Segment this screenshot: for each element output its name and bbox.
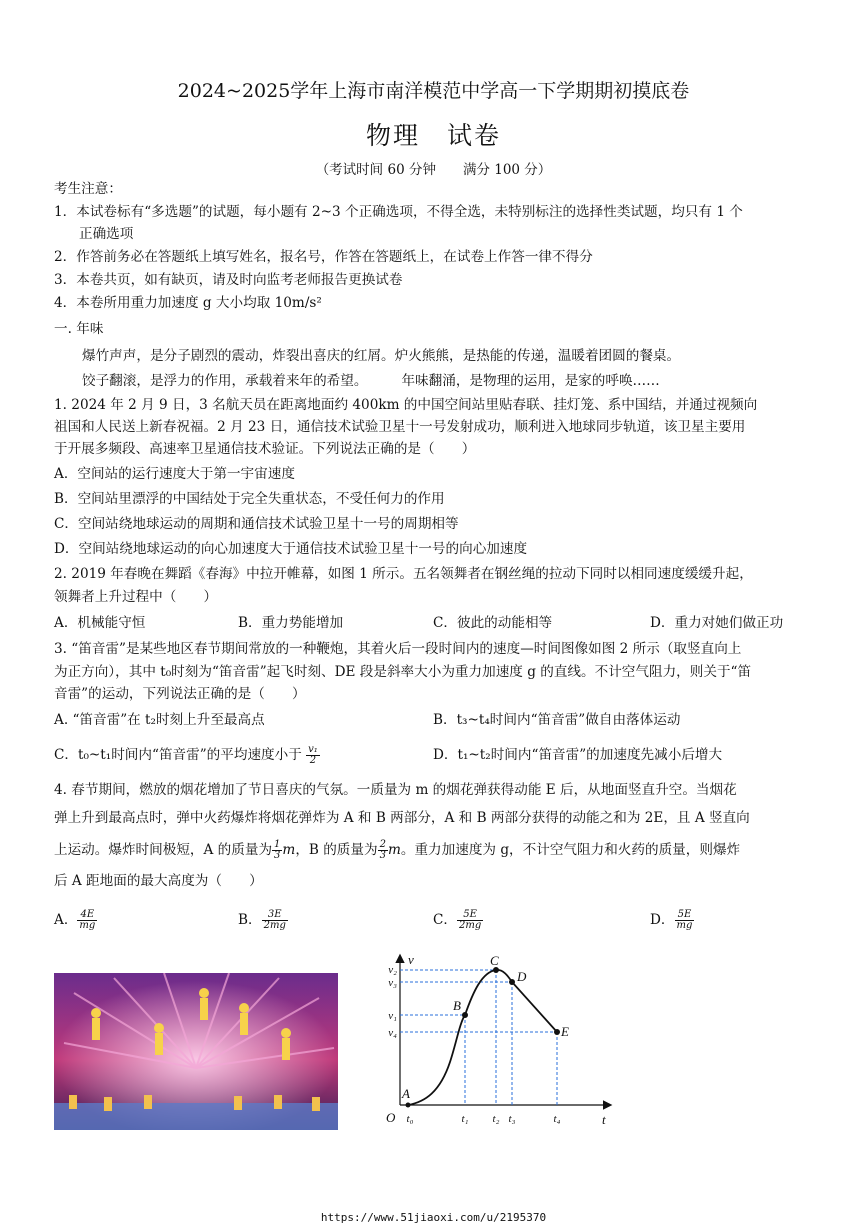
poem-line: 饺子翻滚，是浮力的作用，承载着来年的希望。 年味翻涌，是物理的运用，是家的呼唤……: [82, 373, 660, 389]
fraction-numerator: 4E: [77, 910, 97, 921]
option-label: D．: [650, 912, 675, 928]
y-tick-label: v₃: [388, 977, 397, 989]
notice-item: 正确选项: [79, 226, 134, 242]
fraction-denominator: mg: [79, 920, 96, 931]
q2-option-a: A．机械能守恒: [54, 615, 146, 631]
poem-line: 爆竹声声，是分子剧烈的震动，炸裂出喜庆的红屑。炉火熊熊，是热能的传递，温暖着团圆的餐桌。: [82, 348, 681, 364]
point-d: [509, 979, 515, 985]
y-tick-label: v₄: [388, 1027, 397, 1039]
point-b: [462, 1012, 468, 1018]
notice-item: 4．本卷所用重力加速度 g 大小均取 10m/s²: [54, 295, 322, 311]
option-label: A．: [54, 912, 78, 928]
x-tick-label: t₃: [508, 1113, 516, 1125]
q4-option-d: [650, 910, 694, 931]
fraction-denominator: mg: [676, 920, 693, 931]
exam-title: 2024~2025学年上海市南洋模范中学高一下学期期初摸底卷: [177, 80, 690, 102]
fraction-numerator: 3E: [262, 910, 288, 921]
q2-stem: 2. 2019 年春晚在舞蹈《春海》中拉开帷幕，如图 1 所示。五名领舞者在钢丝绳的拉动下同时以相同速度缓缓升起，: [54, 566, 753, 582]
section-heading: 一. 年味: [54, 321, 104, 337]
fraction: [77, 910, 97, 931]
q4-stem: 弹上升到最高点时，弹中火药爆炸将烟花弹炸为 A 和 B 两部分，A 和 B 两部分获得的动能之和为 2E，且 A 竖直向: [54, 810, 750, 826]
fraction-numerator: 5E: [675, 910, 695, 921]
axis-label-v: v: [408, 952, 414, 967]
y-tick-label: v₂: [388, 964, 397, 976]
fraction-numerator: 2: [379, 839, 386, 850]
option-label: C．: [433, 912, 457, 928]
fraction-numerator: 1: [274, 839, 281, 850]
q3-option-c-text: C．t₀~t₁时间内“笛音雷”的平均速度小于: [54, 747, 302, 763]
point-e: [554, 1029, 560, 1035]
exam-meta: （考试时间 60 分钟 满分 100 分）: [315, 162, 552, 178]
velocity-time-graph: [370, 952, 620, 1132]
q1-stem: 于开展多频段、高速率卫星通信技术验证。下列说法正确的是（ ）: [54, 441, 476, 457]
point-a: [406, 1103, 411, 1108]
fraction-numerator: 5E: [457, 910, 483, 921]
axis-label-t: t: [602, 1112, 606, 1127]
fraction-denominator: 2: [309, 755, 317, 766]
fraction: [378, 840, 388, 861]
q1-option-d: D．空间站绕地球运动的向心加速度大于通信技术试验卫星十一号的向心加速度: [54, 541, 528, 557]
fraction: [262, 910, 288, 931]
velocity-curve: [408, 970, 557, 1105]
q1-option-b: B．空间站里漂浮的中国结处于完全失重状态，不受任何力的作用: [54, 491, 445, 507]
q3-option-a: A. “笛音雷”在 t₂时刻上升至最高点: [54, 712, 265, 728]
q1-stem: 1. 2024 年 2 月 9 日，3 名航天员在距离地面约 400km 的中国空间站里贴春联、挂灯笼、系中国结，并通过视频向: [54, 397, 758, 413]
q4-stem: 4. 春节期间，燃放的烟花增加了节日喜庆的气氛。一质量为 m 的烟花弹获得动能 E 后，从地面竖直升空。当烟花: [54, 782, 737, 798]
x-tick-label: t₀: [406, 1113, 414, 1125]
q3-stem: 为正方向），其中 t₀时刻为“笛音雷”起飞时刻、DE 段是斜率大小为重力加速度 g 的直线。不计空气阻力，则关于“笛: [54, 664, 752, 680]
q4-option-b: [238, 910, 288, 931]
q3-stem: 音雷”的运动，下列说法正确的是（ ）: [54, 686, 306, 702]
q1-option-c: C．空间站绕地球运动的周期和通信技术试验卫星十一号的周期相等: [54, 516, 459, 532]
notice-item: 2．作答前务必在答题纸上填写姓名，报名号，作答在答题纸上，在试卷上作答一律不得分: [54, 249, 593, 265]
mass-symbol: m: [387, 842, 401, 858]
q3-option-d: D．t₁~t₂时间内“笛音雷”的加速度先减小后增大: [433, 747, 723, 763]
exam-subject: 物理 试卷: [365, 121, 501, 150]
fraction-denominator: 3: [274, 850, 281, 861]
q3-option-b: B．t₃~t₄时间内“笛音雷”做自由落体运动: [433, 712, 681, 728]
dance-stage-illustration: [54, 973, 338, 1130]
q1-stem: 祖国和人民送上新春祝福。2 月 23 日，通信技术试验卫星十一号发射成功，顺利进入地球同步轨道，该卫星主要用: [54, 419, 746, 435]
q4-stem: 后 A 距地面的最大高度为（ ）: [54, 873, 263, 889]
point-label: B: [453, 998, 461, 1013]
q2-option-c: C．彼此的动能相等: [433, 615, 553, 631]
q2-option-b: B．重力势能增加: [238, 615, 344, 631]
fraction: [272, 840, 282, 861]
fraction-denominator: 2mg: [263, 920, 286, 931]
option-label: B．: [238, 912, 262, 928]
fraction: [675, 910, 695, 931]
y-tick-label: v₁: [388, 1010, 397, 1022]
notice-heading: 考生注意：: [54, 181, 122, 197]
fraction: [457, 910, 483, 931]
q4-option-a: [54, 910, 97, 931]
q4-text: ，B 的质量为: [295, 842, 378, 858]
point-label: D: [517, 969, 527, 984]
q4-option-c: [433, 910, 483, 931]
q1-option-a: A．空间站的运行速度大于第一宇宙速度: [54, 466, 295, 482]
dance-stage-photo: [54, 973, 338, 1130]
q4-text: 上运动。爆炸时间极短，A 的质量为: [54, 842, 273, 858]
x-tick-label: t₂: [492, 1113, 500, 1125]
q2-option-d: D．重力对她们做正功: [650, 615, 784, 631]
notice-item: 1．本试卷标有“多选题”的试题，每小题有 2~3 个正确选项，不得全选，未特别标注的选择性类试题，均只有 1 个: [54, 204, 743, 220]
source-url[interactable]: https://www.51jiaoxi.com/u/2195370: [320, 1211, 547, 1224]
origin-label: O: [386, 1110, 396, 1125]
point-label: A: [402, 1086, 410, 1101]
x-tick-label: t₄: [553, 1113, 561, 1125]
q3-stem: 3. “笛音雷”是某些地区春节期间常放的一种鞭炮，其着火后一段时间内的速度—时间图像如图 2 所示（取竖直向上: [54, 641, 742, 657]
x-tick-label: t₁: [461, 1113, 469, 1125]
q3-option-c: [54, 745, 320, 766]
q2-stem: 领舞者上升过程中（ ）: [54, 589, 218, 605]
fraction: [306, 745, 320, 766]
fraction-denominator: 2mg: [459, 920, 482, 931]
point-label: E: [561, 1024, 569, 1039]
q4-stem: [54, 840, 740, 861]
mass-symbol: m: [282, 842, 296, 858]
fraction-numerator: v₁: [308, 744, 318, 755]
point-label: C: [490, 953, 499, 968]
q4-text: 。重力加速度为 g，不计空气阻力和火药的质量，则爆炸: [400, 842, 741, 858]
fraction-denominator: 3: [379, 850, 386, 861]
notice-item: 3．本卷共页，如有缺页，请及时向监考老师报告更换试卷: [54, 272, 403, 288]
